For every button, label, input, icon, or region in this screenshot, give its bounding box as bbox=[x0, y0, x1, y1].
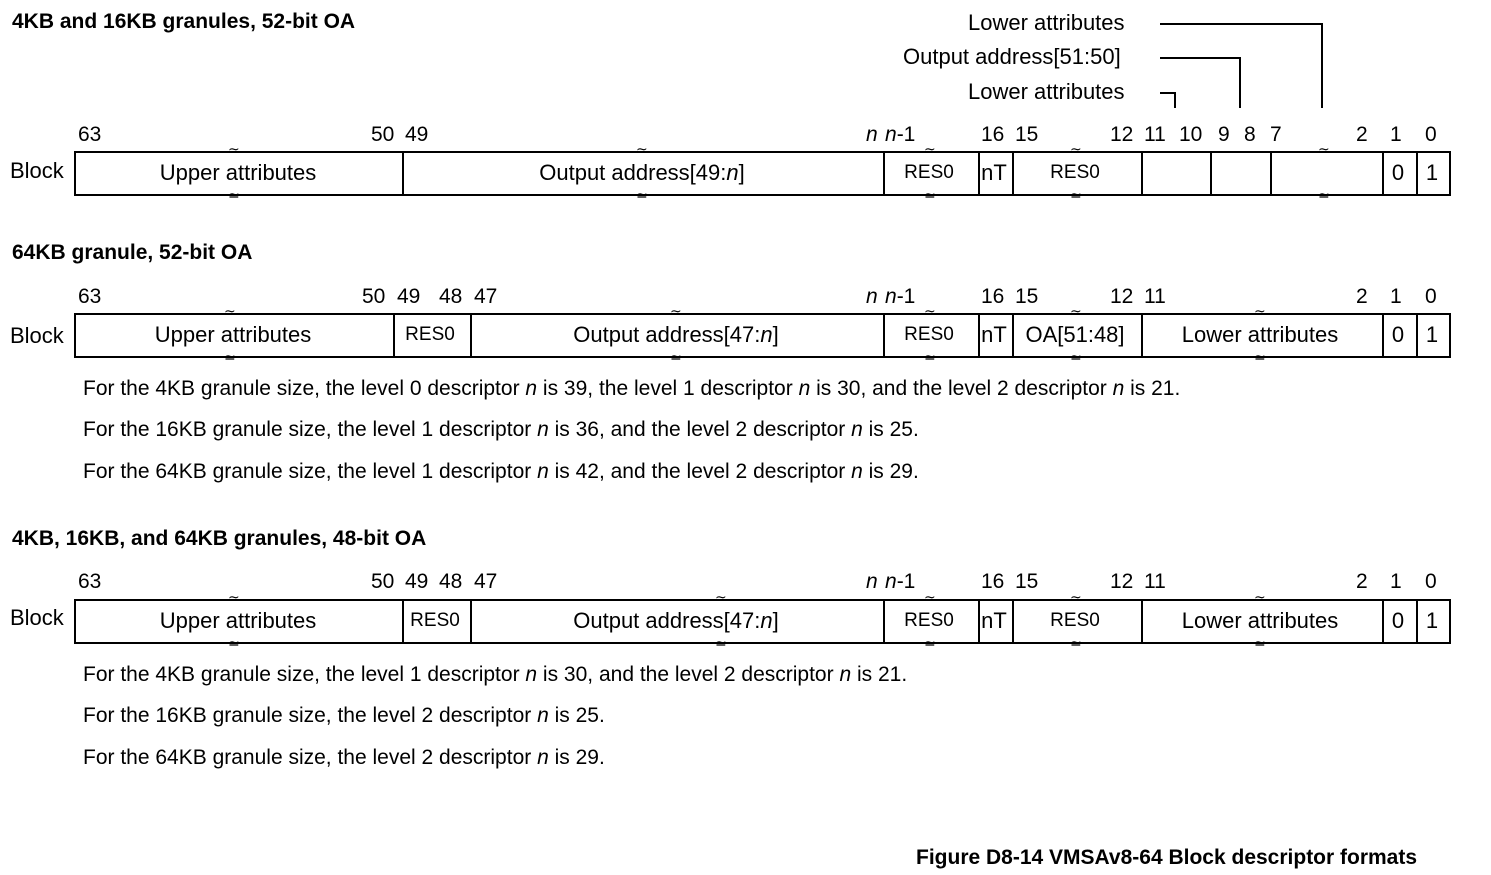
bit-label: n bbox=[866, 570, 878, 593]
bit-label: 15 bbox=[1015, 123, 1039, 146]
bit-label: n bbox=[866, 285, 878, 308]
bit-label: 11 bbox=[1144, 285, 1166, 308]
field-res0: RES0 bbox=[904, 610, 954, 631]
callout-line bbox=[1174, 92, 1176, 108]
field-nt: nT bbox=[981, 608, 1007, 633]
bit-label: 49 bbox=[405, 123, 429, 146]
note-line: For the 64KB granule size, the level 1 descriptor n is 42, and the level 2 descriptor n is 29. bbox=[83, 460, 919, 483]
field-res0: RES0 bbox=[410, 610, 460, 631]
field-divider bbox=[978, 601, 980, 642]
bit-label: 9 bbox=[1218, 123, 1230, 146]
field-divider bbox=[1141, 153, 1143, 194]
bit-label: 50 bbox=[371, 570, 395, 593]
bit-label: 12 bbox=[1110, 570, 1134, 593]
bit-label: 11 bbox=[1144, 123, 1166, 146]
note-line: For the 64KB granule size, the level 2 descriptor n is 29. bbox=[83, 746, 605, 769]
note-line: For the 16KB granule size, the level 1 descriptor n is 36, and the level 2 descriptor n is 25. bbox=[83, 418, 919, 441]
field-nt: nT bbox=[981, 160, 1007, 185]
break-mark: ≃ bbox=[1254, 590, 1266, 606]
bit-label: 49 bbox=[397, 285, 421, 308]
break-mark: ≃ bbox=[715, 635, 727, 651]
field-res0: RES0 bbox=[1050, 162, 1100, 183]
field-divider bbox=[883, 153, 885, 194]
break-mark: ≃ bbox=[924, 304, 936, 320]
field-res0: RES0 bbox=[904, 324, 954, 345]
break-mark: ≃ bbox=[1254, 304, 1266, 320]
break-mark: ≃ bbox=[228, 635, 240, 651]
bit-label: 48 bbox=[439, 570, 463, 593]
field-res0: RES0 bbox=[405, 324, 455, 345]
break-mark: ≃ bbox=[224, 349, 236, 365]
field-bit1: 0 bbox=[1391, 608, 1405, 633]
field-bit1: 0 bbox=[1391, 160, 1405, 185]
field-divider bbox=[1382, 315, 1384, 356]
bit-label: n bbox=[866, 123, 878, 146]
bit-label: 2 bbox=[1356, 570, 1368, 593]
diagram3-title: 4KB, 16KB, and 64KB granules, 48-bit OA bbox=[12, 527, 427, 550]
callout-line bbox=[1239, 57, 1241, 108]
bit-label: 12 bbox=[1110, 285, 1134, 308]
bit-label: 1 bbox=[1390, 285, 1402, 308]
break-mark: ≃ bbox=[924, 590, 936, 606]
break-mark: ≃ bbox=[1070, 187, 1082, 203]
field-lower-attributes: Lower attributes bbox=[1181, 608, 1339, 633]
field-divider bbox=[402, 601, 404, 642]
field-divider bbox=[1210, 153, 1212, 194]
bit-label-n-minus-1: n-1 bbox=[885, 570, 916, 593]
field-bit0: 1 bbox=[1425, 160, 1439, 185]
field-divider bbox=[978, 315, 980, 356]
bit-label: 63 bbox=[78, 285, 102, 308]
field-upper-attributes: Upper attributes bbox=[159, 608, 317, 633]
break-mark: ≃ bbox=[670, 349, 682, 365]
break-mark: ≃ bbox=[1070, 142, 1082, 158]
field-divider bbox=[978, 153, 980, 194]
break-mark: ≃ bbox=[924, 635, 936, 651]
bit-label: 7 bbox=[1270, 123, 1282, 146]
field-divider bbox=[1382, 601, 1384, 642]
field-divider bbox=[393, 315, 395, 356]
bit-label: 2 bbox=[1356, 123, 1368, 146]
bit-label: 16 bbox=[981, 285, 1005, 308]
note-line: For the 16KB granule size, the level 2 descriptor n is 25. bbox=[83, 704, 605, 727]
field-divider bbox=[402, 153, 404, 194]
break-mark: ≃ bbox=[1318, 142, 1330, 158]
break-mark: ≃ bbox=[1070, 304, 1082, 320]
callout-lower-attributes-lower: Lower attributes bbox=[968, 79, 1125, 104]
bit-label: 47 bbox=[474, 285, 498, 308]
bit-label: 16 bbox=[981, 123, 1005, 146]
field-divider bbox=[883, 315, 885, 356]
break-mark: ≃ bbox=[670, 304, 682, 320]
bit-label: 11 bbox=[1144, 570, 1166, 593]
field-divider bbox=[470, 315, 472, 356]
diagram1-title: 4KB and 16KB granules, 52-bit OA bbox=[12, 10, 356, 33]
bit-label: 1 bbox=[1390, 123, 1402, 146]
bit-label: 1 bbox=[1390, 570, 1402, 593]
field-upper-attributes: Upper attributes bbox=[159, 160, 317, 185]
field-divider bbox=[1141, 601, 1143, 642]
field-output-address: Output address[49:n] bbox=[539, 160, 745, 185]
bit-label: 0 bbox=[1425, 285, 1437, 308]
field-divider bbox=[1012, 601, 1014, 642]
field-bit0: 1 bbox=[1425, 322, 1439, 347]
bit-label: 50 bbox=[371, 123, 395, 146]
break-mark: ≃ bbox=[1070, 635, 1082, 651]
field-output-address: Output address[47:n] bbox=[573, 608, 779, 633]
break-mark: ≃ bbox=[1070, 349, 1082, 365]
field-res0: RES0 bbox=[904, 162, 954, 183]
field-divider bbox=[1416, 153, 1418, 194]
bit-label: 50 bbox=[362, 285, 386, 308]
break-mark: ≃ bbox=[636, 187, 648, 203]
break-mark: ≃ bbox=[636, 142, 648, 158]
callout-line bbox=[1321, 23, 1323, 108]
note-line: For the 4KB granule size, the level 0 descriptor n is 39, the level 1 descriptor n is 30, and the level 2 descriptor n is 21. bbox=[83, 377, 1181, 400]
break-mark: ≃ bbox=[1318, 187, 1330, 203]
field-divider bbox=[1416, 601, 1418, 642]
bit-label: 12 bbox=[1110, 123, 1134, 146]
bit-label: 63 bbox=[78, 123, 102, 146]
diagram2-title: 64KB granule, 52-bit OA bbox=[12, 241, 253, 264]
note-line: For the 4KB granule size, the level 1 descriptor n is 30, and the level 2 descriptor n is 21. bbox=[83, 663, 908, 686]
break-mark: ≃ bbox=[1254, 349, 1266, 365]
field-output-address: Output address[47:n] bbox=[573, 322, 779, 347]
field-divider bbox=[1270, 153, 1272, 194]
field-bit0: 1 bbox=[1425, 608, 1439, 633]
bit-label: 63 bbox=[78, 570, 102, 593]
bit-label: 0 bbox=[1425, 570, 1437, 593]
field-divider bbox=[1012, 153, 1014, 194]
field-res0: RES0 bbox=[1050, 610, 1100, 631]
bit-label: 48 bbox=[439, 285, 463, 308]
bit-label: 15 bbox=[1015, 570, 1039, 593]
bit-label: 2 bbox=[1356, 285, 1368, 308]
field-upper-attributes: Upper attributes bbox=[154, 322, 312, 347]
break-mark: ≃ bbox=[1254, 635, 1266, 651]
break-mark: ≃ bbox=[228, 142, 240, 158]
callout-lower-attributes-upper: Lower attributes bbox=[968, 10, 1125, 35]
bit-label: 8 bbox=[1244, 123, 1256, 146]
break-mark: ≃ bbox=[924, 142, 936, 158]
break-mark: ≃ bbox=[924, 349, 936, 365]
break-mark: ≃ bbox=[924, 187, 936, 203]
figure-caption: Figure D8-14 VMSAv8-64 Block descriptor formats bbox=[916, 846, 1418, 869]
callout-line bbox=[1160, 23, 1323, 25]
field-bit1: 0 bbox=[1391, 322, 1405, 347]
bit-label-n-minus-1: n-1 bbox=[885, 285, 916, 308]
callout-output-address-51-50: Output address[51:50] bbox=[903, 44, 1121, 69]
field-divider bbox=[883, 601, 885, 642]
block-label: Block bbox=[10, 605, 64, 630]
field-divider bbox=[1416, 315, 1418, 356]
field-divider bbox=[1012, 315, 1014, 356]
bit-label: 16 bbox=[981, 570, 1005, 593]
field-divider bbox=[1141, 315, 1143, 356]
field-lower-attributes: Lower attributes bbox=[1181, 322, 1339, 347]
field-nt: nT bbox=[981, 322, 1007, 347]
break-mark: ≃ bbox=[715, 590, 727, 606]
callout-line bbox=[1160, 57, 1241, 59]
bit-label: 49 bbox=[405, 570, 429, 593]
bit-label-n-minus-1: n-1 bbox=[885, 123, 916, 146]
block-label: Block bbox=[10, 323, 64, 348]
bit-label: 10 bbox=[1179, 123, 1203, 146]
field-oa-51-48: OA[51:48] bbox=[1025, 322, 1125, 347]
field-divider bbox=[1382, 153, 1384, 194]
block-label: Block bbox=[10, 158, 64, 183]
field-divider bbox=[470, 601, 472, 642]
break-mark: ≃ bbox=[228, 590, 240, 606]
break-mark: ≃ bbox=[224, 304, 236, 320]
bit-label: 15 bbox=[1015, 285, 1039, 308]
bit-label: 47 bbox=[474, 570, 498, 593]
bit-label: 0 bbox=[1425, 123, 1437, 146]
break-mark: ≃ bbox=[228, 187, 240, 203]
break-mark: ≃ bbox=[1070, 590, 1082, 606]
